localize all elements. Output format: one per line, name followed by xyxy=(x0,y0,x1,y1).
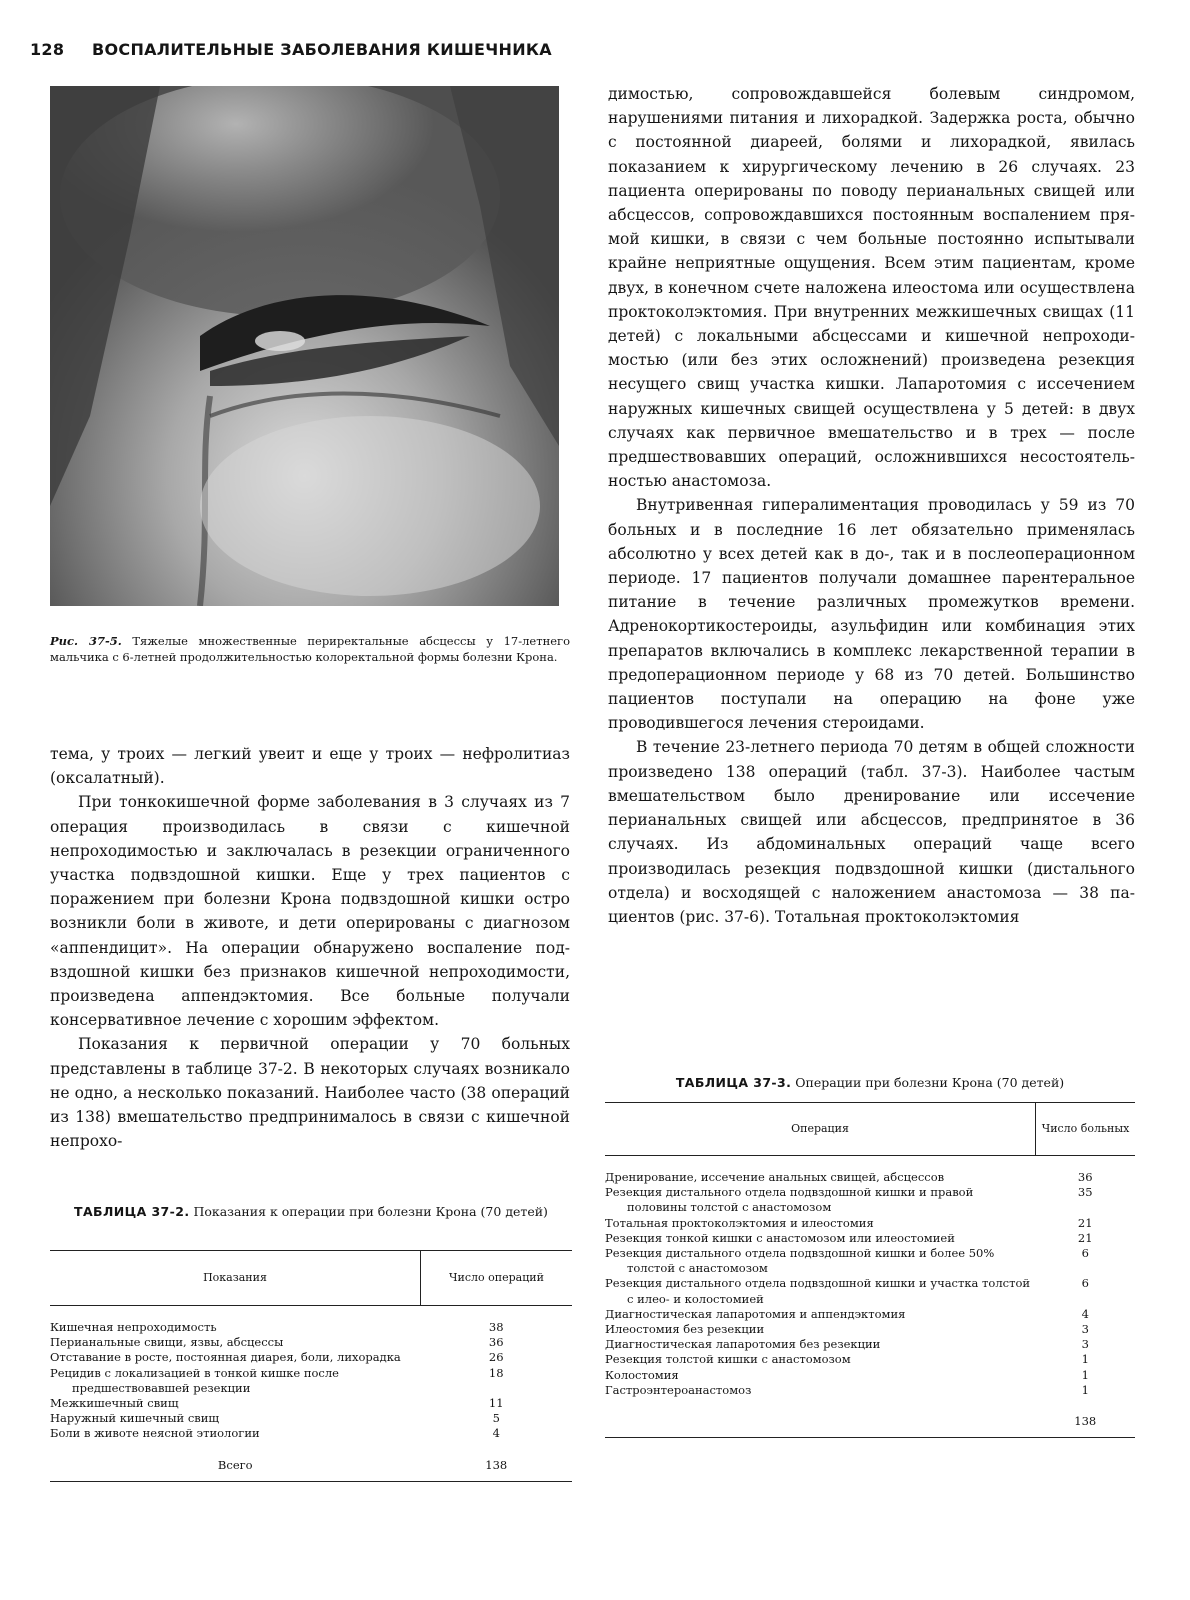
right-text-column xyxy=(608,82,1135,929)
row-value: 21 xyxy=(1077,1230,1093,1245)
figure-label: Рис. 37-5. xyxy=(50,634,122,648)
row-value: 26 xyxy=(488,1350,504,1365)
table-row xyxy=(605,1383,1135,1398)
table-row xyxy=(605,1322,1135,1337)
row-label: Илеостомия без резекции xyxy=(605,1322,765,1337)
column-header: Показания xyxy=(50,1251,421,1306)
row-value: 4 xyxy=(1081,1306,1089,1321)
paragraph: тема, у троих — легкий увеит и еще у троих — нефролитиаз (оксалатный). xyxy=(50,745,570,788)
row-value: 5 xyxy=(492,1411,500,1426)
row-label: Тотальная проктоколэктомия и илеостомия xyxy=(605,1215,874,1230)
table-row xyxy=(50,1320,572,1335)
running-title: ВОСПАЛИТЕЛЬНЫЕ ЗАБОЛЕВАНИЯ КИШЕЧНИКА xyxy=(92,40,552,59)
figure-caption-text: Тяжелые множественные периректальные абсцессы у 17-летнего мальчика с 6-летней продолжительностью колоректальной формы болезни Крона. xyxy=(50,634,570,664)
table-37-3 xyxy=(605,1102,1135,1438)
clinical-photo-graphic xyxy=(50,86,559,606)
total-label xyxy=(605,1398,1036,1438)
row-value: 1 xyxy=(1081,1367,1089,1382)
table-label: ТАБЛИЦА 37-2. xyxy=(74,1204,190,1219)
row-value: 11 xyxy=(488,1396,504,1411)
table-title-text: Операции при болезни Крона (70 детей) xyxy=(795,1075,1065,1090)
table-37-3-title xyxy=(605,1074,1135,1091)
paragraph: Внутривенная гипералиментация проводилась у 59 из 70 больных и в последние 16 лет обязательно применялась абсолютно у всех детей как в до-, так и в послеоперационном периоде. 17 пациентов получали домашнее парентеральное питание в течение различных промежутков времени. Адренокортикостероиды, азульфидин или комбинация этих препаратов включались в комплекс лекарственной терапии в предоперационном периоде у 68 из 70 детей. Большинство пациентов поступали на операцию на фоне уже проводившегося лечения стероидами. xyxy=(608,496,1135,733)
table-row xyxy=(50,1366,572,1396)
column-header: Число больных xyxy=(1041,1122,1130,1136)
table-row xyxy=(50,1396,572,1411)
table-row xyxy=(605,1337,1135,1352)
table-row xyxy=(605,1246,1135,1276)
paragraph: димостью, сопровождавшейся болевым синдромом, нарушениями питания и лихорадкой. Задержка роста, обычно с постоянной диареей, болями и лихорадкой, явилась показанием к хирургическому лечению в 26 случаях. 23 пациента оперированы по поводу перианальных свищей или абсцессов, сопровождавшихся постоянным воспалением прямой кишки, в связи с чем больные постоянно испытывали крайне неприятные ощущения. Всем этим пациентам, кроме двух, в конечном счете наложена илеостома или осуществлена проктоколэктомия. При внутренних межкишечных свищах (11 детей) с локальными абсцессами и кишечной непроходимостью (или без этих осложнений) произведена резекция несущего свищ участка кишки. Лапаротомия с иссечением наружных кишечных свищей осуществлена у 5 детей: в двух случаях как первичное вмешательство и в трех — после предшествовавших операций, осложнившихся несостоятельностью анастомоза. xyxy=(608,85,1135,491)
table-row xyxy=(605,1216,1135,1231)
row-label: Кишечная непроходимость xyxy=(50,1320,217,1334)
row-label: Рецидив с локализацией в тонкой кишке после предшествовавшей резекции xyxy=(50,1365,339,1395)
table-row xyxy=(50,1350,572,1365)
row-label: Резекция тонкой кишки с анастомозом или илеостомией xyxy=(605,1230,955,1245)
table-row xyxy=(605,1185,1135,1215)
table-row xyxy=(605,1276,1135,1306)
running-header xyxy=(30,40,552,59)
table-label: ТАБЛИЦА 37-3. xyxy=(675,1075,792,1090)
row-value: 6 xyxy=(1081,1246,1089,1261)
table-title-text: Показания к операции при болезни Крона (70 детей) xyxy=(193,1204,548,1219)
column-header: Число операций xyxy=(449,1271,544,1285)
row-value: 6 xyxy=(1081,1276,1089,1291)
row-label: Резекция дистального отдела подвздошной кишки и более 50% толстой с анастомозом xyxy=(605,1246,995,1276)
table-37-2-title xyxy=(50,1203,572,1220)
paragraph: При тонкокишечной форме заболевания в 3 случаях из 7 операция производилась в связи с кишечной непроходимостью и заключалась в резекции ограниченного участка подвздошной кишки. Еще у трех пациентов с поражением при болезни Крона подвздошной кишки остро возникли боли в животе, и дети оперированы с диагнозом «аппендицит». На операции обнаружено воспаление подвздошной кишки без признаков кишечной непроходимости, произведена аппендэктомия. Все больные получали консервативное лечение с хорошим эффектом. xyxy=(50,793,570,1030)
row-value: 38 xyxy=(488,1320,504,1334)
row-label: Гастроэнтероанастомоз xyxy=(605,1382,752,1397)
table-row xyxy=(605,1307,1135,1322)
row-value: 18 xyxy=(488,1365,504,1380)
row-label: Отставание в росте, постоянная диарея, боли, лихорадка xyxy=(50,1350,401,1365)
row-value: 1 xyxy=(1081,1352,1089,1367)
row-label: Перианальные свищи, язвы, абсцессы xyxy=(50,1335,284,1350)
row-label: Колостомия xyxy=(605,1367,679,1382)
row-label: Диагностическая лапаротомия без резекции xyxy=(605,1337,881,1352)
total-label: Всего xyxy=(50,1442,421,1482)
row-value: 35 xyxy=(1077,1185,1093,1200)
row-value: 21 xyxy=(1077,1215,1093,1230)
table-row xyxy=(605,1231,1135,1246)
row-value: 36 xyxy=(488,1335,504,1350)
table-row xyxy=(50,1411,572,1426)
row-label: Резекция дистального отдела подвздошной кишки и участка толстой с илео- и колостомией xyxy=(605,1276,1031,1306)
row-label: Межкишечный свищ xyxy=(50,1396,179,1411)
left-text-column xyxy=(50,742,570,1153)
total-value: 138 xyxy=(421,1442,573,1482)
paragraph: В течение 23-летнего периода 70 детям в общей сложности произведено 138 операций (табл. 37-3). Наиболее частым вмешательством было дренирование или иссечение перианальных свищей или абсцессов, предпринятое в 36 случаях. Из абдоминальных операций чаще всего производилась резекция подвздошной кишки (дистального отдела) и восходящей с наложением анастомоза — 38 пациентов (рис. 37-6). Тотальная проктоколэктомия xyxy=(608,738,1135,926)
table-37-2 xyxy=(50,1250,572,1482)
row-value: 3 xyxy=(1081,1322,1089,1337)
row-label: Резекция толстой кишки с анастомозом xyxy=(605,1352,851,1367)
row-label: Диагностическая лапаротомия и аппендэктомия xyxy=(605,1306,906,1321)
row-value: 1 xyxy=(1081,1382,1089,1397)
table-row xyxy=(605,1352,1135,1367)
table-row xyxy=(50,1335,572,1350)
table-row xyxy=(605,1368,1135,1383)
row-label: Боли в животе неясной этиологии xyxy=(50,1426,260,1441)
row-label: Наружный кишечный свищ xyxy=(50,1411,220,1426)
clinical-photo xyxy=(50,86,559,606)
row-value: 4 xyxy=(492,1426,500,1441)
row-label: Дренирование, иссечение анальных свищей, абсцессов xyxy=(605,1170,945,1184)
row-value: 3 xyxy=(1081,1337,1089,1352)
row-value: 36 xyxy=(1077,1170,1093,1184)
table-row xyxy=(605,1170,1135,1185)
row-label: Резекция дистального отдела подвздошной кишки и правой половины толстой с анастомозом xyxy=(605,1185,974,1215)
table-row xyxy=(50,1426,572,1441)
figure-caption xyxy=(50,633,570,665)
total-value: 138 xyxy=(1036,1398,1136,1438)
page-number: 128 xyxy=(30,40,65,59)
column-header: Операция xyxy=(605,1103,1036,1156)
paragraph: Показания к первичной операции у 70 больных представлены в таблице 37-2. В некоторых случаях возникало не одно, а несколько показаний. Наиболее часто (38 операций из 138) вмешательство предпринималось в связи с кишечной непрохо- xyxy=(50,1035,570,1151)
